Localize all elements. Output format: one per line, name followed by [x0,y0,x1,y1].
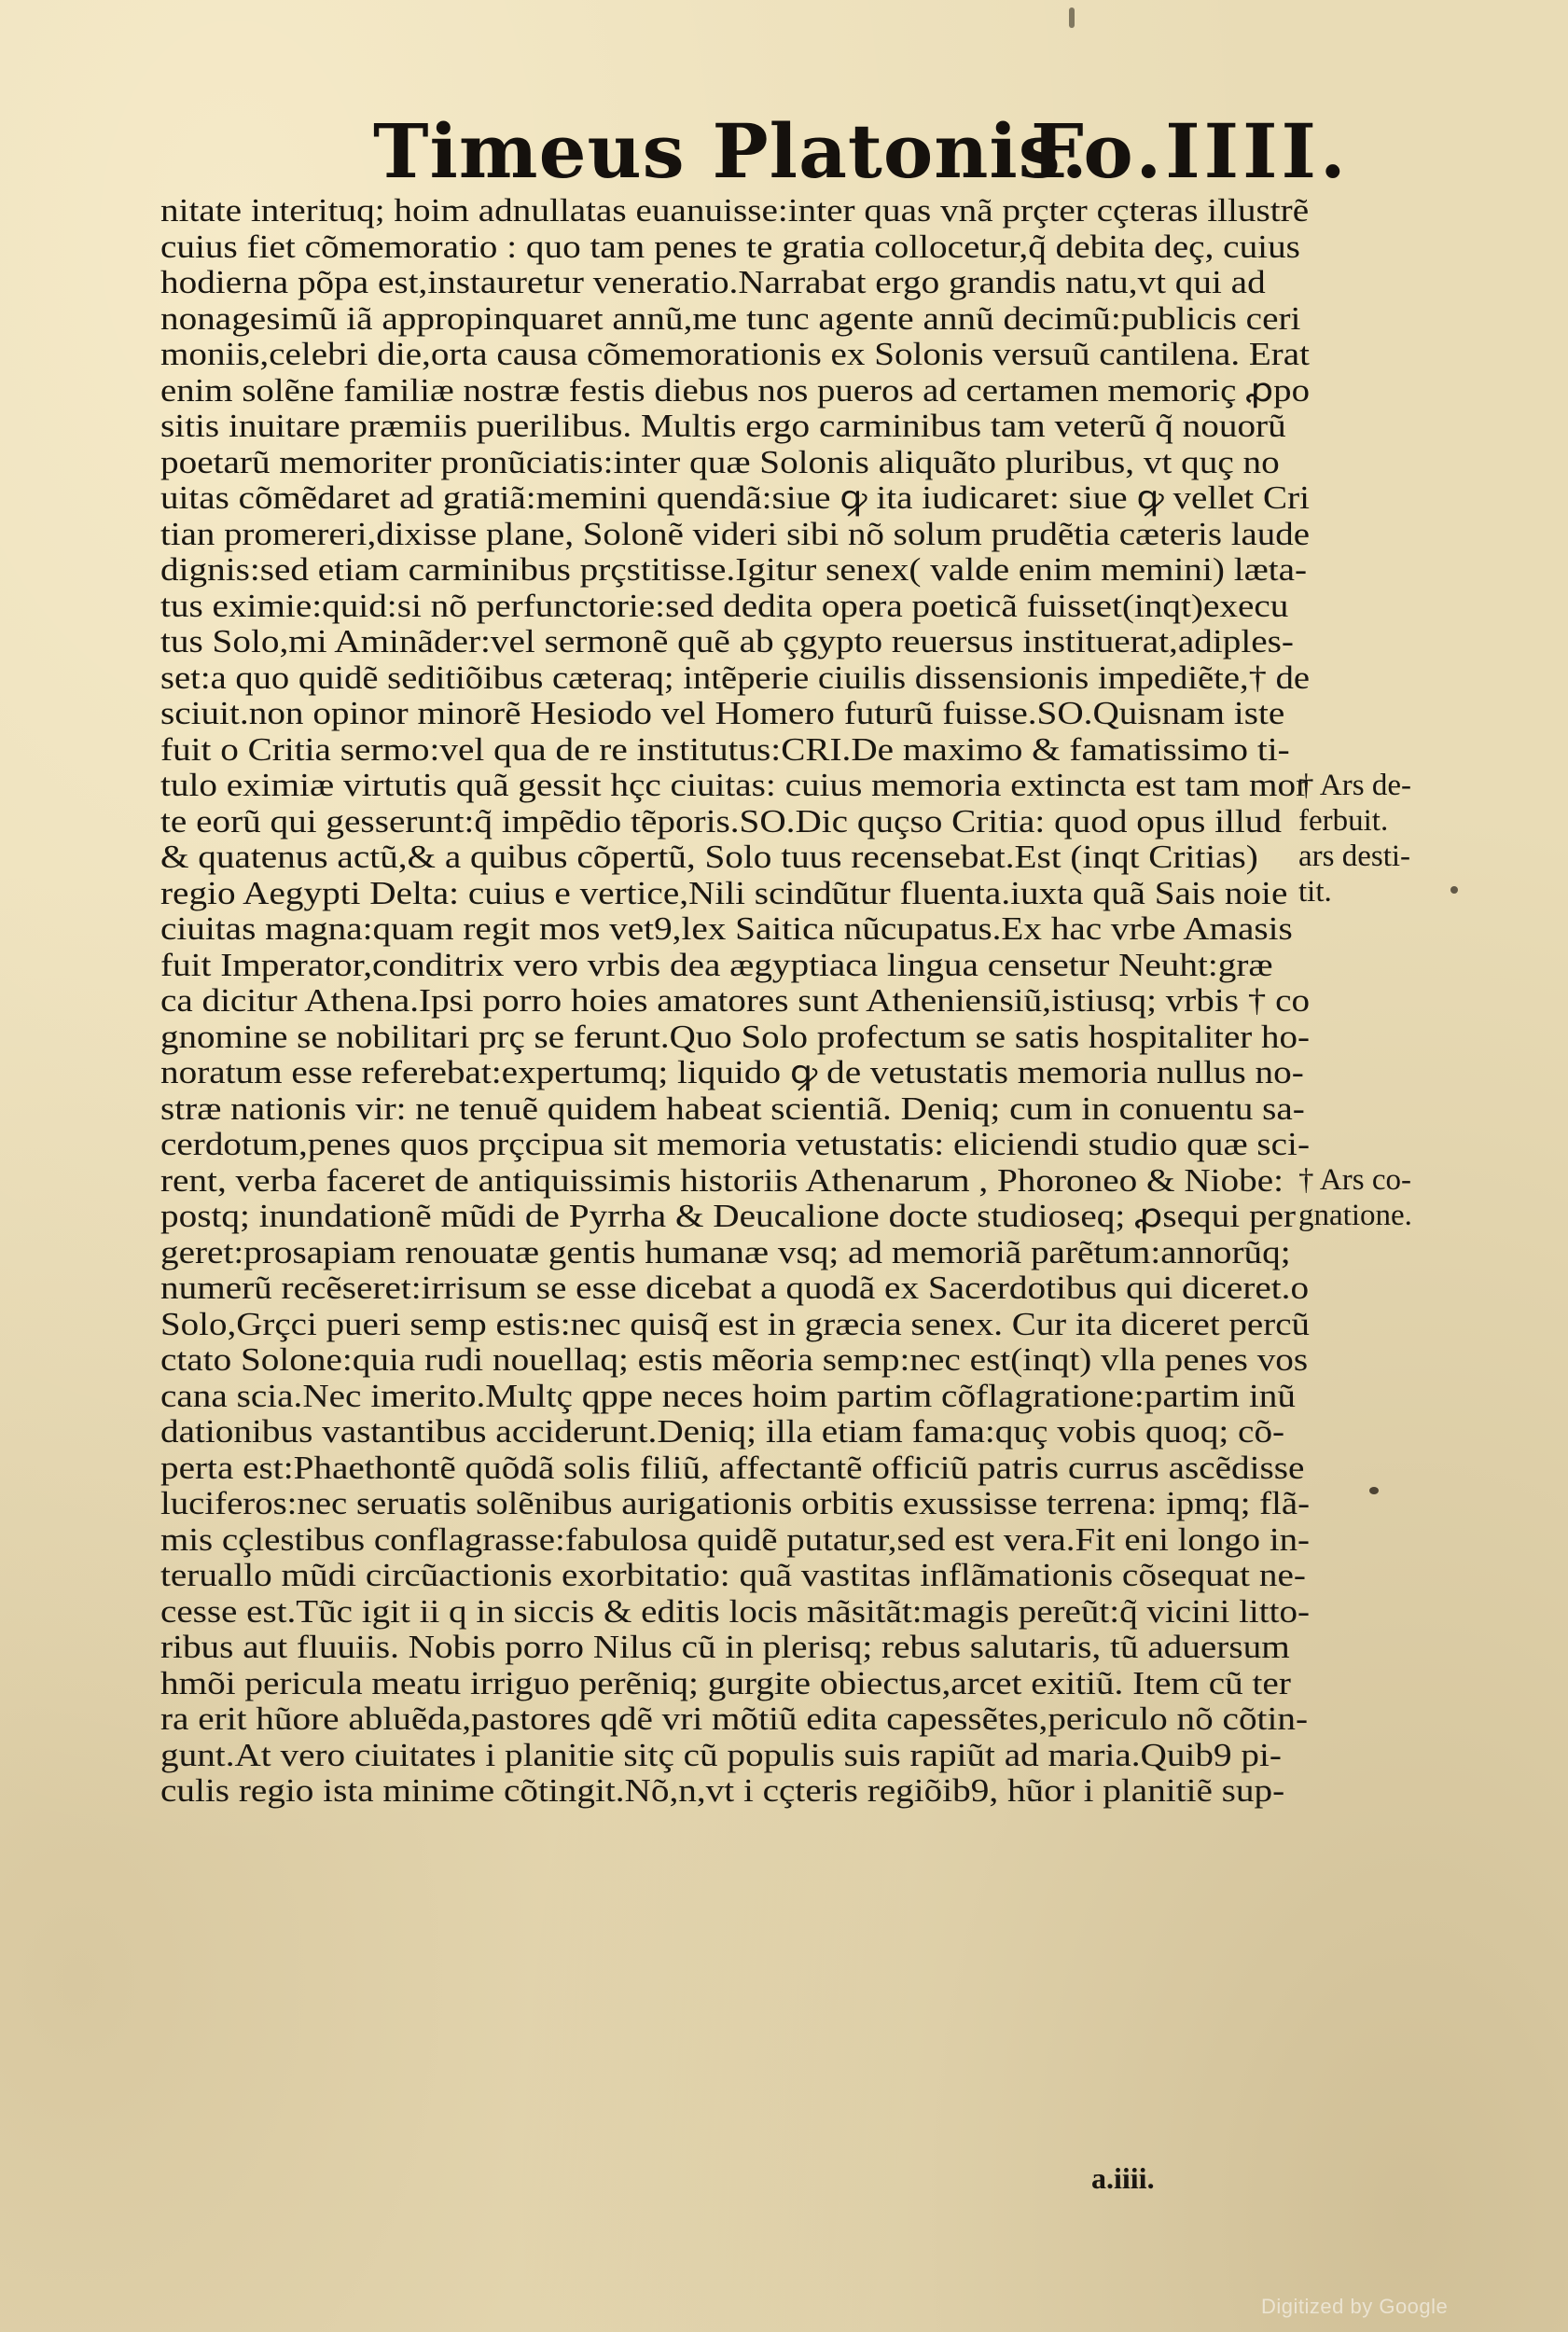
text-line: fuit Imperator,conditrix vero vrbis dea ægyptiaca lingua censetur Neuht:græ [160,946,1273,983]
ink-speck [1450,886,1458,894]
text-line: & quatenus actũ,& a quibus cõpertũ, Solo tuus recensebat.Est (inqt Critias) [160,839,1258,875]
text-line: ca dicitur Athena.Ipsi porro hoies amatores sunt Atheniensiũ,istiusq; vrbis † co [160,982,1310,1019]
text-line: enim solẽne familiæ nostræ festis diebus nos pueros ad certamen memoriç ꝓpo [160,371,1310,409]
text-line: sitis inuitare præmiis puerilibus. Multis ergo carminibus tam veterũ q̃ nouorũ [160,408,1286,444]
marginal-note [1298,768,1411,909]
text-line: fuit o Critia sermo:vel qua de re institutus:CRI.De maximo & famatissimo ti- [160,730,1290,768]
ink-speck [1369,1487,1379,1494]
digitization-watermark: Digitized by Google [1261,2295,1449,2318]
main-text-block [160,193,1310,1810]
text-line: gunt.At vero ciuitates i planitie sitç cũ populis suis rapiũt ad maria.Quib9 pi- [160,1736,1282,1773]
running-header [373,104,1350,198]
marginal-note-line: ferbuit. [1298,804,1389,838]
text-line: postq; inundationẽ mũdi de Pyrrha & Deucalione docte studioseq; ꝓsequi per [160,1198,1297,1234]
text-line: uitas cõmẽdaret ad gratiã:memini quendã:siue ꝙ ita iudicaret: siue ꝙ vellet Cri [160,479,1310,516]
text-line: tus eximie:quid:si nõ perfunctorie:sed dedita opera poeticã fuisset(inqt)execu [160,587,1289,624]
text-line: cuius fiet cõmemoratio : quo tam penes te gratia collocetur,q̃ debita deç, cuius [160,228,1300,265]
text-line: set:a quo quidẽ seditiõibus cæteraq; intẽperie ciuilis dissensionis impediẽte,† de [160,659,1310,696]
marginal-note-line: gnatione. [1298,1199,1412,1232]
text-line: culis regio ista minime cõtingit.Nõ,n,vt i cçteris regiõib9, hũor i planitiẽ sup- [160,1772,1285,1809]
text-line: regio Aegypti Delta: cuius e vertice,Nili scindũtur fluenta.iuxta quã Sais noie [160,874,1288,911]
marginal-note-line: † Ars de- [1298,769,1411,802]
text-line: cesse est.Tũc igit ii q in siccis & editis locis mãsitãt:magis pereũt:q̃ vicini litto- [160,1592,1310,1630]
marginal-note [1298,1162,1412,1233]
text-line: moniis,celebri die,orta causa cõmemorationis ex Solonis versuũ cantilena. Erat [160,336,1310,372]
text-line: hodierna põpa est,instauretur veneratio.Narrabat ergo grandis natu,vt qui ad [160,264,1266,300]
text-line: ra erit hũore abluẽda,pastores qdẽ vri mõtiũ edita capessẽtes,periculo nõ cõtin- [160,1700,1309,1737]
text-line: hmõi pericula meatu irriguo perẽniq; gurgite obiectus,arcet exitiũ. Item cũ ter [160,1664,1291,1701]
text-line: cerdotum,penes quos prçcipua sit memoria vetustatis: eliciendi studio quæ sci- [160,1126,1310,1162]
text-line: dationibus vastantibus acciderunt.Deniq; illa etiam fama:quç vobis quoq; cõ- [160,1413,1285,1450]
text-line: teruallo mũdi circũactionis exorbitatio: quã vastitas inflãmationis cõsequat ne- [160,1557,1306,1593]
running-title: Timeus Platonis. [373,107,1089,195]
text-line: Solo,Grçci pueri semp estis:nec quisq̃ est in græcia senex. Cur ita diceret percũ [160,1305,1310,1342]
text-line: ribus aut fluuiis. Nobis porro Nilus cũ in plerisq; rebus salutaris, tũ aduersum [160,1629,1290,1665]
text-line: nonagesimũ iã appropinquaret annũ,me tunc agente annũ decimũ:publicis ceri [160,299,1301,337]
text-line: geret:prosapiam renouatæ gentis humanæ vsq; ad memoriã parẽtum:annorũq; [160,1233,1291,1270]
text-line: numerũ recẽseret:irrisum se esse dicebat a quodã ex Sacerdotibus qui diceret.o [160,1270,1310,1306]
text-line: sciuit.non opinor minorẽ Hesiodo vel Homero futurũ fuisse.SO.Quisnam iste [160,695,1285,731]
signature-mark: a.iiii. [1091,2161,1155,2195]
text-line: tulo eximiæ virtutis quã gessit hçc ciuitas: cuius memoria extincta est tam mor [160,767,1309,803]
text-line: perta est:Phaethontẽ quõdã solis filiũ, affectantẽ officiũ patris currus ascẽdisse [160,1449,1305,1486]
text-line: luciferos:nec seruatis solẽnibus aurigationis orbitis exussisse terrena: ipmq; flã- [160,1485,1310,1521]
text-line: rent, verba faceret de antiquissimis historiis Athenarum , Phoroneo & Niobe: [160,1161,1284,1199]
text-line: cana scia.Nec imerito.Multç qppe neces hoim partim cõflagratione:partim inũ [160,1377,1296,1414]
text-line: tus Solo,mi Aminãder:vel sermonẽ quẽ ab çgypto reuersus instituerat,adiples- [160,623,1294,659]
marginal-note-line: † Ars co- [1298,1163,1411,1197]
ink-speck [1069,7,1075,28]
text-line: ciuitas magna:quam regit mos vet9,lex Saitica nũcupatus.Ex hac vrbe Amasis [160,910,1293,947]
text-line: tian promereri,dixisse plane, Solonẽ videri sibi nõ solum prudẽtia cæteris laude [160,515,1310,552]
text-line: stræ nationis vir: ne tenuẽ quidem habeat scientiã. Deniq; cum in conuentu sa- [160,1090,1305,1127]
text-line: te eorũ qui gesserunt:q̃ impẽdio tẽporis.SO.Dic quçso Critia: quod opus illud [160,802,1283,840]
text-line: ctato Solone:quia rudi nouellaq; estis mẽoria semp:nec est(inqt) vlla penes vos [160,1341,1309,1378]
text-line: noratum esse referebat:expertumq; liquido ꝙ de vetustatis memoria nullus no- [160,1054,1304,1090]
text-line: mis cçlestibus conflagrasse:fabulosa quidẽ putatur,sed est vera.Fit eni longo in- [160,1520,1310,1558]
marginal-note-line: tit. [1298,875,1332,909]
text-line: poetarũ memoriter pronũciatis:inter quæ Solonis aliquãto pluribus, vt quç no [160,443,1280,480]
text-line: dignis:sed etiam carminibus prçstitisse.Igitur senex( valde enim memini) læta- [160,551,1308,588]
marginal-note-line: ars desti- [1298,840,1411,873]
folio-number: Fo.IIII. [1031,107,1350,195]
text-line: nitate interituq; hoim adnullatas euanuisse:inter quas vnã prçter cçteras illustrẽ [160,193,1310,229]
text-line: gnomine se nobilitari prç se ferunt.Quo Solo profectum se satis hospitaliter ho- [160,1018,1310,1055]
